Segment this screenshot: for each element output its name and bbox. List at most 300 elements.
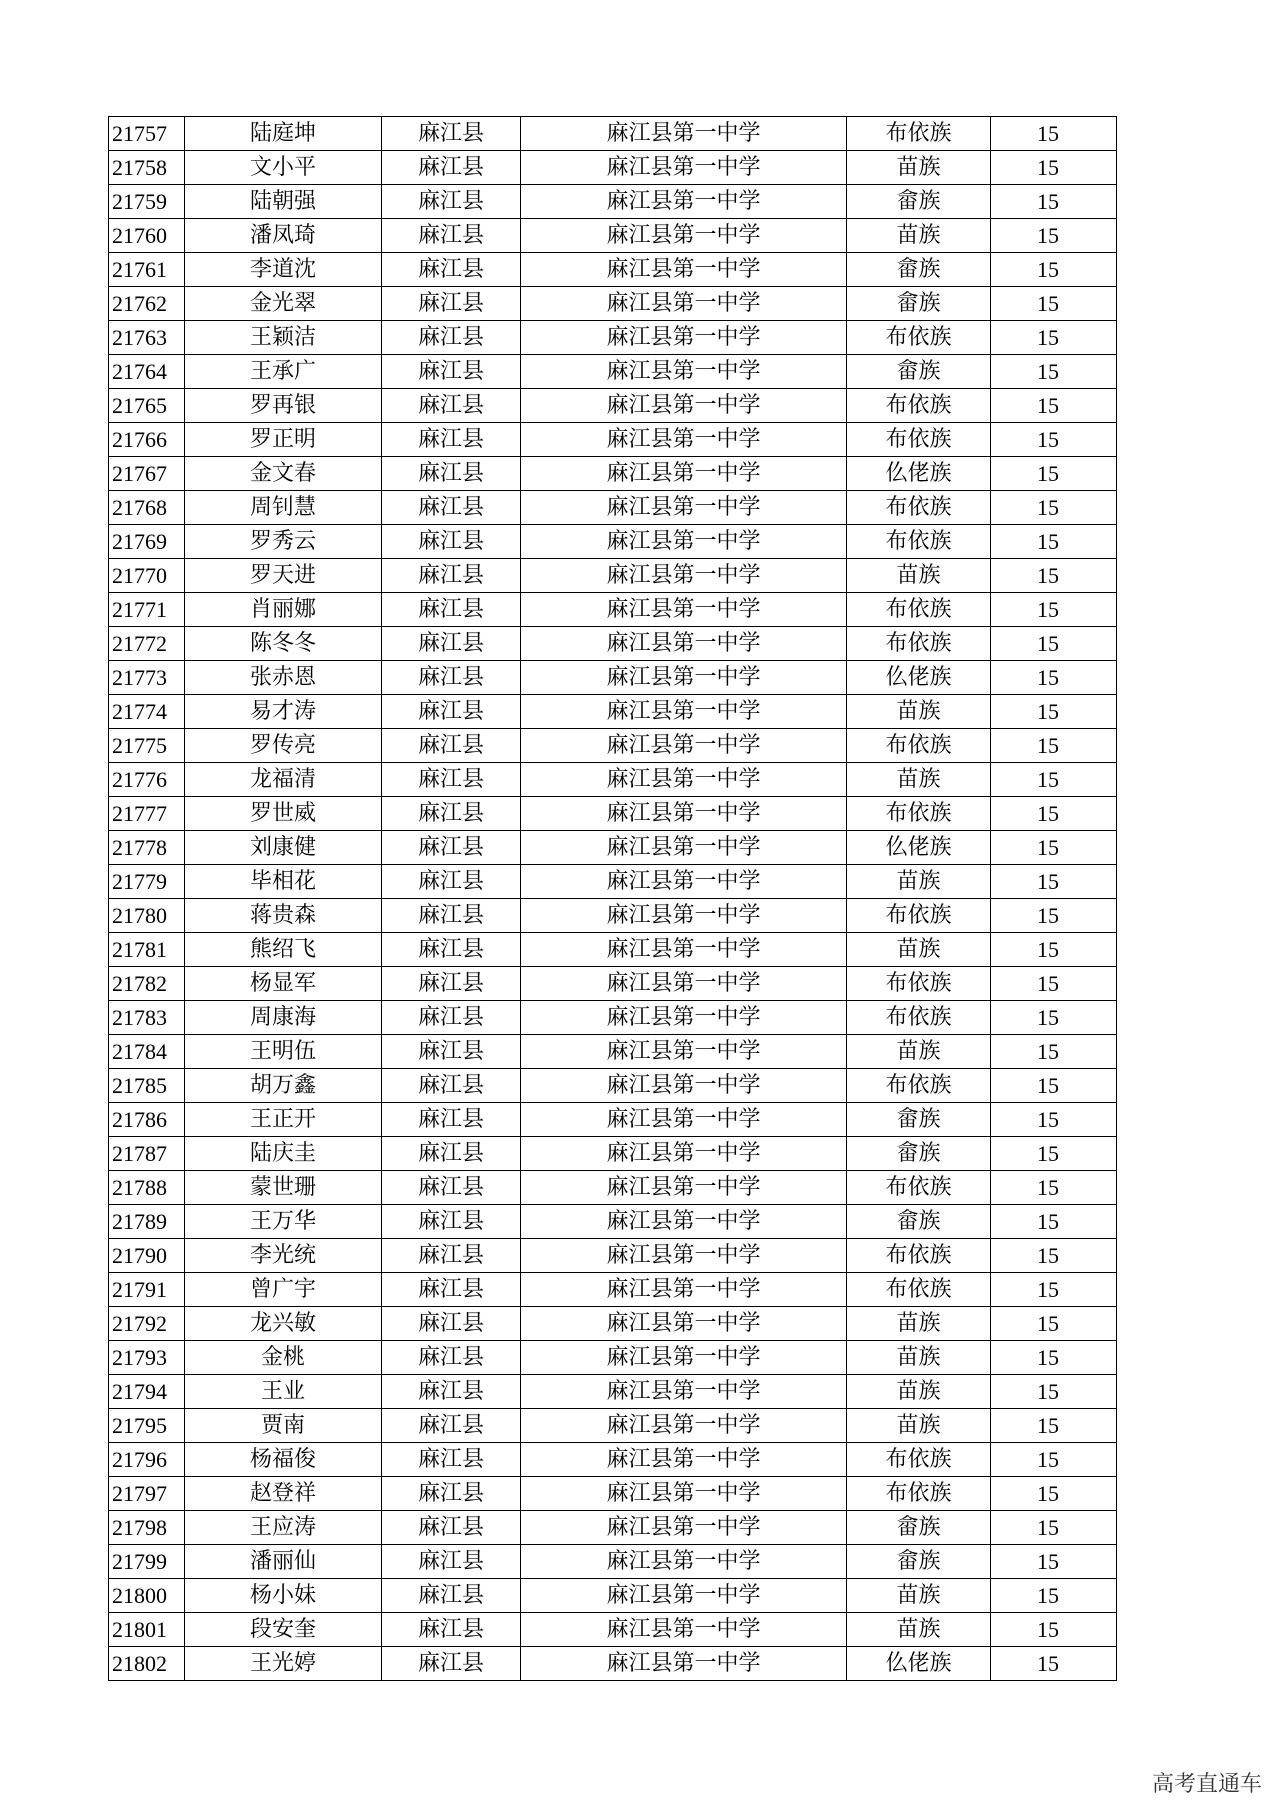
cell-padding [1105, 1171, 1117, 1205]
ethnicity-cell: 布依族 [847, 525, 991, 559]
county-cell: 麻江县 [382, 117, 521, 151]
table-row [109, 389, 1117, 423]
name-cell: 王颖洁 [185, 321, 382, 355]
school-cell: 麻江县第一中学 [521, 1443, 847, 1477]
ethnicity-cell: 布依族 [847, 117, 991, 151]
score-cell: 15 [991, 1443, 1106, 1477]
name-cell: 龙兴敏 [185, 1307, 382, 1341]
name-cell: 易才涛 [185, 695, 382, 729]
ethnicity-cell: 畲族 [847, 1137, 991, 1171]
school-cell: 麻江县第一中学 [521, 559, 847, 593]
ethnicity-cell: 畲族 [847, 1103, 991, 1137]
cell-padding [1105, 1069, 1117, 1103]
cell-padding [1105, 253, 1117, 287]
ethnicity-cell: 布依族 [847, 899, 991, 933]
row-id-cell: 21763 [109, 321, 185, 355]
table-row [109, 559, 1117, 593]
ethnicity-cell: 布依族 [847, 797, 991, 831]
county-cell: 麻江县 [382, 593, 521, 627]
school-cell: 麻江县第一中学 [521, 1273, 847, 1307]
cell-padding [1105, 899, 1117, 933]
county-cell: 麻江县 [382, 1545, 521, 1579]
table-row [109, 287, 1117, 321]
score-cell: 15 [991, 1001, 1106, 1035]
cell-padding [1105, 423, 1117, 457]
cell-padding [1105, 1205, 1117, 1239]
cell-padding [1105, 117, 1117, 151]
table-row [109, 457, 1117, 491]
table-row [109, 661, 1117, 695]
name-cell: 蒋贵森 [185, 899, 382, 933]
school-cell: 麻江县第一中学 [521, 1409, 847, 1443]
name-cell: 杨小妹 [185, 1579, 382, 1613]
ethnicity-cell: 布依族 [847, 1273, 991, 1307]
school-cell: 麻江县第一中学 [521, 967, 847, 1001]
name-cell: 罗正明 [185, 423, 382, 457]
ethnicity-cell: 苗族 [847, 1375, 991, 1409]
score-cell: 15 [991, 1103, 1106, 1137]
school-cell: 麻江县第一中学 [521, 253, 847, 287]
score-cell: 15 [991, 1205, 1106, 1239]
score-cell: 15 [991, 627, 1106, 661]
table-row [109, 321, 1117, 355]
school-cell: 麻江县第一中学 [521, 1103, 847, 1137]
cell-padding [1105, 1579, 1117, 1613]
row-id-cell: 21781 [109, 933, 185, 967]
score-cell: 15 [991, 763, 1106, 797]
name-cell: 段安奎 [185, 1613, 382, 1647]
table-row [109, 491, 1117, 525]
cell-padding [1105, 627, 1117, 661]
name-cell: 王业 [185, 1375, 382, 1409]
table-row [109, 1137, 1117, 1171]
ethnicity-cell: 畲族 [847, 1545, 991, 1579]
county-cell: 麻江县 [382, 1579, 521, 1613]
school-cell: 麻江县第一中学 [521, 287, 847, 321]
table-row [109, 763, 1117, 797]
score-cell: 15 [991, 321, 1106, 355]
school-cell: 麻江县第一中学 [521, 695, 847, 729]
county-cell: 麻江县 [382, 423, 521, 457]
ethnicity-cell: 畲族 [847, 1511, 991, 1545]
cell-padding [1105, 1443, 1117, 1477]
score-cell: 15 [991, 729, 1106, 763]
score-cell: 15 [991, 151, 1106, 185]
school-cell: 麻江县第一中学 [521, 1035, 847, 1069]
row-id-cell: 21800 [109, 1579, 185, 1613]
school-cell: 麻江县第一中学 [521, 185, 847, 219]
cell-padding [1105, 593, 1117, 627]
row-id-cell: 21773 [109, 661, 185, 695]
county-cell: 麻江县 [382, 1511, 521, 1545]
table-row [109, 1069, 1117, 1103]
cell-padding [1105, 151, 1117, 185]
score-cell: 15 [991, 1273, 1106, 1307]
cell-padding [1105, 287, 1117, 321]
cell-padding [1105, 1375, 1117, 1409]
score-cell: 15 [991, 1579, 1106, 1613]
score-cell: 15 [991, 253, 1106, 287]
name-cell: 王正开 [185, 1103, 382, 1137]
table-row [109, 219, 1117, 253]
name-cell: 毕相花 [185, 865, 382, 899]
county-cell: 麻江县 [382, 185, 521, 219]
county-cell: 麻江县 [382, 729, 521, 763]
name-cell: 罗传亮 [185, 729, 382, 763]
name-cell: 罗再银 [185, 389, 382, 423]
score-cell: 15 [991, 287, 1106, 321]
table-row [109, 1205, 1117, 1239]
score-cell: 15 [991, 457, 1106, 491]
county-cell: 麻江县 [382, 151, 521, 185]
ethnicity-cell: 苗族 [847, 1613, 991, 1647]
cell-padding [1105, 559, 1117, 593]
school-cell: 麻江县第一中学 [521, 1647, 847, 1681]
table-row [109, 1171, 1117, 1205]
score-cell: 15 [991, 1511, 1106, 1545]
school-cell: 麻江县第一中学 [521, 1579, 847, 1613]
score-cell: 15 [991, 797, 1106, 831]
row-id-cell: 21765 [109, 389, 185, 423]
ethnicity-cell: 布依族 [847, 967, 991, 1001]
school-cell: 麻江县第一中学 [521, 899, 847, 933]
cell-padding [1105, 763, 1117, 797]
score-cell: 15 [991, 1171, 1106, 1205]
ethnicity-cell: 布依族 [847, 389, 991, 423]
name-cell: 赵登祥 [185, 1477, 382, 1511]
name-cell: 胡万鑫 [185, 1069, 382, 1103]
ethnicity-cell: 布依族 [847, 1443, 991, 1477]
name-cell: 杨福俊 [185, 1443, 382, 1477]
score-cell: 15 [991, 525, 1106, 559]
county-cell: 麻江县 [382, 491, 521, 525]
table-row [109, 1375, 1117, 1409]
school-cell: 麻江县第一中学 [521, 729, 847, 763]
ethnicity-cell: 畲族 [847, 287, 991, 321]
score-cell: 15 [991, 1239, 1106, 1273]
school-cell: 麻江县第一中学 [521, 1511, 847, 1545]
county-cell: 麻江县 [382, 457, 521, 491]
name-cell: 周康海 [185, 1001, 382, 1035]
name-cell: 金光翠 [185, 287, 382, 321]
row-id-cell: 21772 [109, 627, 185, 661]
school-cell: 麻江县第一中学 [521, 763, 847, 797]
score-cell: 15 [991, 1137, 1106, 1171]
county-cell: 麻江县 [382, 355, 521, 389]
name-cell: 刘康健 [185, 831, 382, 865]
row-id-cell: 21784 [109, 1035, 185, 1069]
cell-padding [1105, 457, 1117, 491]
score-cell: 15 [991, 1647, 1106, 1681]
score-cell: 15 [991, 185, 1106, 219]
name-cell: 罗世威 [185, 797, 382, 831]
table-row [109, 1341, 1117, 1375]
name-cell: 龙福清 [185, 763, 382, 797]
row-id-cell: 21799 [109, 1545, 185, 1579]
name-cell: 张赤恩 [185, 661, 382, 695]
cell-padding [1105, 1307, 1117, 1341]
cell-padding [1105, 219, 1117, 253]
score-cell: 15 [991, 865, 1106, 899]
county-cell: 麻江县 [382, 1647, 521, 1681]
county-cell: 麻江县 [382, 1103, 521, 1137]
cell-padding [1105, 1239, 1117, 1273]
row-id-cell: 21797 [109, 1477, 185, 1511]
school-cell: 麻江县第一中学 [521, 117, 847, 151]
cell-padding [1105, 1545, 1117, 1579]
table-row [109, 525, 1117, 559]
row-id-cell: 21761 [109, 253, 185, 287]
score-cell: 15 [991, 933, 1106, 967]
cell-padding [1105, 729, 1117, 763]
watermark: 高考直通车 [1151, 1772, 1262, 1797]
table-row [109, 355, 1117, 389]
county-cell: 麻江县 [382, 627, 521, 661]
cell-padding [1105, 389, 1117, 423]
row-id-cell: 21770 [109, 559, 185, 593]
ethnicity-cell: 畲族 [847, 253, 991, 287]
score-cell: 15 [991, 1307, 1106, 1341]
school-cell: 麻江县第一中学 [521, 593, 847, 627]
row-id-cell: 21771 [109, 593, 185, 627]
ethnicity-cell: 布依族 [847, 1171, 991, 1205]
score-cell: 15 [991, 1613, 1106, 1647]
table-row [109, 1647, 1117, 1681]
row-id-cell: 21791 [109, 1273, 185, 1307]
table-row [109, 253, 1117, 287]
county-cell: 麻江县 [382, 661, 521, 695]
row-id-cell: 21798 [109, 1511, 185, 1545]
row-id-cell: 21793 [109, 1341, 185, 1375]
county-cell: 麻江县 [382, 287, 521, 321]
table-row [109, 899, 1117, 933]
cell-padding [1105, 865, 1117, 899]
table-row [109, 797, 1117, 831]
name-cell: 王承广 [185, 355, 382, 389]
table-row [109, 117, 1117, 151]
roster-body [109, 117, 1117, 1681]
name-cell: 肖丽娜 [185, 593, 382, 627]
row-id-cell: 21757 [109, 117, 185, 151]
table-row [109, 593, 1117, 627]
table-row [109, 933, 1117, 967]
school-cell: 麻江县第一中学 [521, 933, 847, 967]
table-row [109, 1239, 1117, 1273]
row-id-cell: 21780 [109, 899, 185, 933]
score-cell: 15 [991, 423, 1106, 457]
ethnicity-cell: 仫佬族 [847, 831, 991, 865]
score-cell: 15 [991, 967, 1106, 1001]
name-cell: 陆庭坤 [185, 117, 382, 151]
row-id-cell: 21766 [109, 423, 185, 457]
school-cell: 麻江县第一中学 [521, 525, 847, 559]
school-cell: 麻江县第一中学 [521, 321, 847, 355]
county-cell: 麻江县 [382, 1341, 521, 1375]
name-cell: 贾南 [185, 1409, 382, 1443]
row-id-cell: 21758 [109, 151, 185, 185]
name-cell: 金桃 [185, 1341, 382, 1375]
county-cell: 麻江县 [382, 1477, 521, 1511]
cell-padding [1105, 1341, 1117, 1375]
school-cell: 麻江县第一中学 [521, 1477, 847, 1511]
county-cell: 麻江县 [382, 797, 521, 831]
ethnicity-cell: 苗族 [847, 151, 991, 185]
row-id-cell: 21787 [109, 1137, 185, 1171]
table-row [109, 1035, 1117, 1069]
cell-padding [1105, 933, 1117, 967]
score-cell: 15 [991, 559, 1106, 593]
score-cell: 15 [991, 695, 1106, 729]
table-row [109, 1307, 1117, 1341]
ethnicity-cell: 布依族 [847, 321, 991, 355]
row-id-cell: 21794 [109, 1375, 185, 1409]
row-id-cell: 21764 [109, 355, 185, 389]
row-id-cell: 21788 [109, 1171, 185, 1205]
row-id-cell: 21795 [109, 1409, 185, 1443]
ethnicity-cell: 苗族 [847, 1307, 991, 1341]
ethnicity-cell: 苗族 [847, 1409, 991, 1443]
row-id-cell: 21767 [109, 457, 185, 491]
cell-padding [1105, 831, 1117, 865]
cell-padding [1105, 1647, 1117, 1681]
table-row [109, 1443, 1117, 1477]
county-cell: 麻江县 [382, 321, 521, 355]
score-cell: 15 [991, 1341, 1106, 1375]
roster-table [108, 116, 1117, 1681]
score-cell: 15 [991, 661, 1106, 695]
row-id-cell: 21792 [109, 1307, 185, 1341]
ethnicity-cell: 仫佬族 [847, 1647, 991, 1681]
name-cell: 王光婷 [185, 1647, 382, 1681]
name-cell: 杨显军 [185, 967, 382, 1001]
score-cell: 15 [991, 1069, 1106, 1103]
school-cell: 麻江县第一中学 [521, 1001, 847, 1035]
ethnicity-cell: 苗族 [847, 865, 991, 899]
name-cell: 潘凤琦 [185, 219, 382, 253]
name-cell: 陈冬冬 [185, 627, 382, 661]
cell-padding [1105, 185, 1117, 219]
row-id-cell: 21796 [109, 1443, 185, 1477]
table-row [109, 1409, 1117, 1443]
ethnicity-cell: 布依族 [847, 593, 991, 627]
score-cell: 15 [991, 831, 1106, 865]
row-id-cell: 21785 [109, 1069, 185, 1103]
school-cell: 麻江县第一中学 [521, 627, 847, 661]
row-id-cell: 21760 [109, 219, 185, 253]
score-cell: 15 [991, 593, 1106, 627]
county-cell: 麻江县 [382, 695, 521, 729]
county-cell: 麻江县 [382, 763, 521, 797]
row-id-cell: 21775 [109, 729, 185, 763]
name-cell: 罗天进 [185, 559, 382, 593]
school-cell: 麻江县第一中学 [521, 1341, 847, 1375]
school-cell: 麻江县第一中学 [521, 831, 847, 865]
table-row [109, 695, 1117, 729]
ethnicity-cell: 畲族 [847, 355, 991, 389]
county-cell: 麻江县 [382, 219, 521, 253]
name-cell: 陆朝强 [185, 185, 382, 219]
name-cell: 陆庆圭 [185, 1137, 382, 1171]
school-cell: 麻江县第一中学 [521, 1545, 847, 1579]
score-cell: 15 [991, 389, 1106, 423]
school-cell: 麻江县第一中学 [521, 865, 847, 899]
school-cell: 麻江县第一中学 [521, 423, 847, 457]
name-cell: 王万华 [185, 1205, 382, 1239]
score-cell: 15 [991, 355, 1106, 389]
name-cell: 王明伍 [185, 1035, 382, 1069]
ethnicity-cell: 布依族 [847, 491, 991, 525]
table-row [109, 185, 1117, 219]
name-cell: 王应涛 [185, 1511, 382, 1545]
row-id-cell: 21790 [109, 1239, 185, 1273]
county-cell: 麻江县 [382, 1409, 521, 1443]
ethnicity-cell: 苗族 [847, 933, 991, 967]
row-id-cell: 21774 [109, 695, 185, 729]
table-row [109, 423, 1117, 457]
table-row [109, 1511, 1117, 1545]
county-cell: 麻江县 [382, 253, 521, 287]
table-row [109, 729, 1117, 763]
school-cell: 麻江县第一中学 [521, 219, 847, 253]
name-cell: 李光统 [185, 1239, 382, 1273]
row-id-cell: 21759 [109, 185, 185, 219]
table-row [109, 1273, 1117, 1307]
cell-padding [1105, 355, 1117, 389]
row-id-cell: 21789 [109, 1205, 185, 1239]
ethnicity-cell: 布依族 [847, 1477, 991, 1511]
score-cell: 15 [991, 1375, 1106, 1409]
school-cell: 麻江县第一中学 [521, 1307, 847, 1341]
ethnicity-cell: 布依族 [847, 627, 991, 661]
table-row [109, 1613, 1117, 1647]
score-cell: 15 [991, 1545, 1106, 1579]
name-cell: 曾广宇 [185, 1273, 382, 1307]
score-cell: 15 [991, 1409, 1106, 1443]
county-cell: 麻江县 [382, 1443, 521, 1477]
table-row [109, 1103, 1117, 1137]
cell-padding [1105, 661, 1117, 695]
name-cell: 李道沈 [185, 253, 382, 287]
county-cell: 麻江县 [382, 1001, 521, 1035]
county-cell: 麻江县 [382, 933, 521, 967]
ethnicity-cell: 布依族 [847, 729, 991, 763]
ethnicity-cell: 苗族 [847, 695, 991, 729]
ethnicity-cell: 苗族 [847, 1035, 991, 1069]
ethnicity-cell: 畲族 [847, 1205, 991, 1239]
table-row [109, 151, 1117, 185]
cell-padding [1105, 967, 1117, 1001]
cell-padding [1105, 797, 1117, 831]
table-row [109, 831, 1117, 865]
county-cell: 麻江县 [382, 1307, 521, 1341]
school-cell: 麻江县第一中学 [521, 457, 847, 491]
row-id-cell: 21778 [109, 831, 185, 865]
school-cell: 麻江县第一中学 [521, 1375, 847, 1409]
row-id-cell: 21802 [109, 1647, 185, 1681]
school-cell: 麻江县第一中学 [521, 797, 847, 831]
county-cell: 麻江县 [382, 1613, 521, 1647]
county-cell: 麻江县 [382, 1239, 521, 1273]
county-cell: 麻江县 [382, 865, 521, 899]
school-cell: 麻江县第一中学 [521, 389, 847, 423]
row-id-cell: 21782 [109, 967, 185, 1001]
ethnicity-cell: 布依族 [847, 423, 991, 457]
county-cell: 麻江县 [382, 1273, 521, 1307]
name-cell: 文小平 [185, 151, 382, 185]
name-cell: 蒙世珊 [185, 1171, 382, 1205]
name-cell: 潘丽仙 [185, 1545, 382, 1579]
school-cell: 麻江县第一中学 [521, 355, 847, 389]
